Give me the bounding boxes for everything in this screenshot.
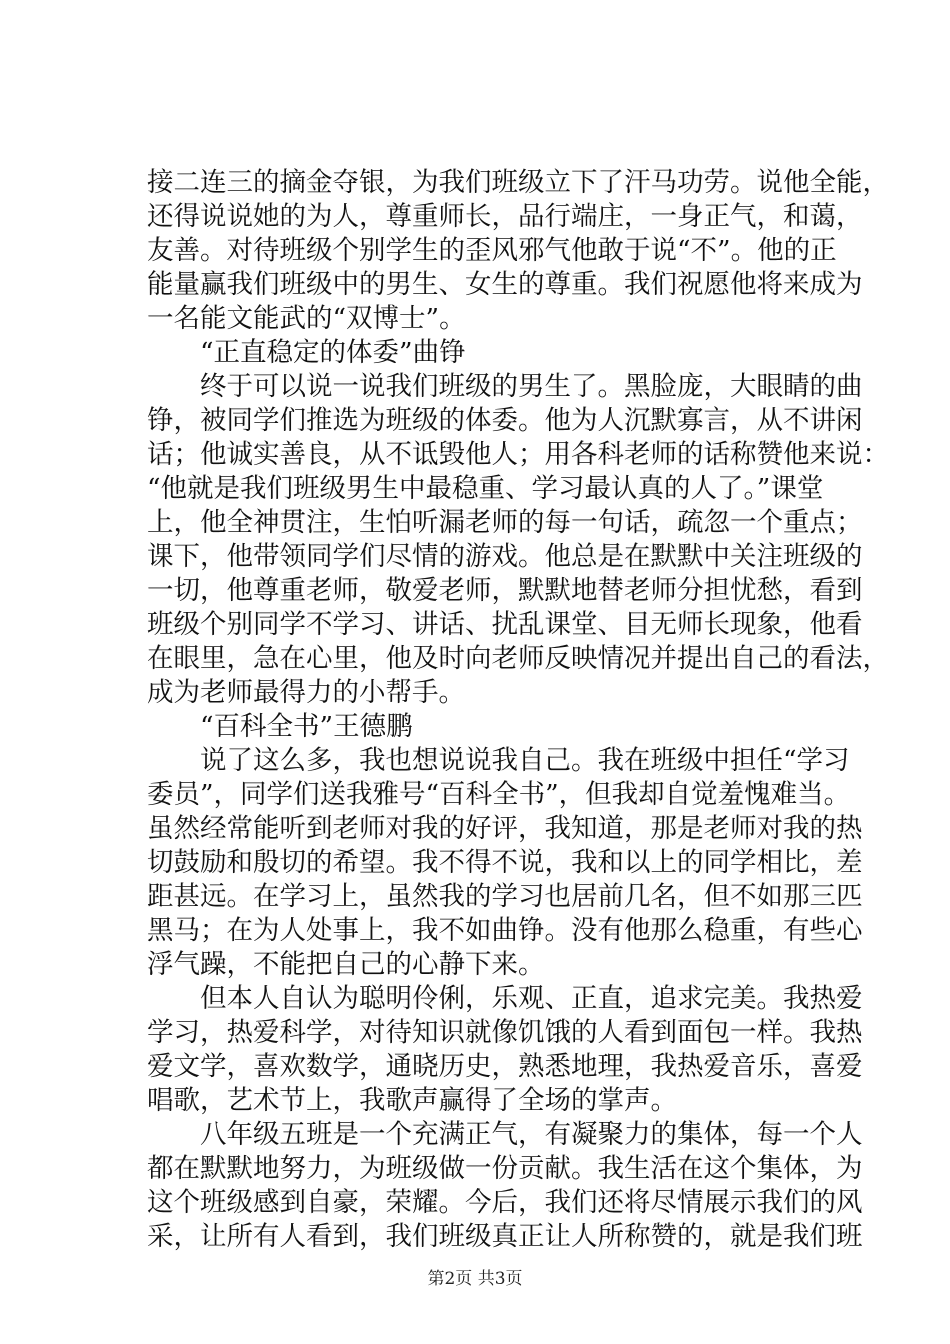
text-line: 话；他诚实善良，从不诋毁他人；用各科老师的话称赞他来说：	[147, 439, 889, 470]
text-line: 课下，他带领同学们尽情的游戏。他总是在默默中关注班级的	[147, 541, 863, 572]
text-line: 黑马；在为人处事上，我不如曲铮。没有他那么稳重，有些心	[147, 915, 863, 946]
text-line: “他就是我们班级男生中最稳重、学习最认真的人了。”课堂	[147, 473, 824, 504]
text-line: 接二连三的摘金夺银，为我们班级立下了汗马功劳。说他全能，	[147, 167, 889, 198]
text-line: 终于可以说一说我们班级的男生了。黑脸庞，大眼睛的曲	[200, 371, 863, 402]
text-line: 采，让所有人看到，我们班级真正让人所称赞的，就是我们班	[147, 1221, 863, 1252]
text-line: 学习，热爱科学，对待知识就像饥饿的人看到面包一样。我热	[147, 1017, 863, 1048]
text-line: 唱歌，艺术节上，我歌声赢得了全场的掌声。	[147, 1085, 677, 1116]
text-line: 在眼里，急在心里，他及时向老师反映情况并提出自己的看法，	[147, 643, 889, 674]
body-text	[147, 166, 889, 1254]
text-line: “正直稳定的体委”曲铮	[200, 337, 466, 368]
text-line: 还得说说她的为人，尊重师长，品行端庄，一身正气，和蔼，	[147, 201, 863, 232]
text-line: 一名能文能武的“双博士”。	[147, 303, 466, 334]
text-line: 爱文学，喜欢数学，通晓历史，熟悉地理，我热爱音乐，喜爱	[147, 1051, 863, 1082]
text-line: 距甚远。在学习上，虽然我的学习也居前几名，但不如那三匹	[147, 881, 863, 912]
text-line: 班级个别同学不学习、讲话、扰乱课堂、目无师长现象，他看	[147, 609, 863, 640]
text-line: 八年级五班是一个充满正气，有凝聚力的集体，每一个人	[200, 1119, 863, 1150]
text-line: 都在默默地努力，为班级做一份贡献。我生活在这个集体，为	[147, 1153, 863, 1184]
text-line: 说了这么多，我也想说说我自己。我在班级中担任“学习	[200, 745, 850, 776]
text-line: 一切，他尊重老师，敬爱老师，默默地替老师分担忧愁，看到	[147, 575, 863, 606]
page-number-footer: 第2页 共3页	[427, 1269, 523, 1289]
text-line: 能量赢我们班级中的男生、女生的尊重。我们祝愿他将来成为	[147, 269, 863, 300]
text-line: 成为老师最得力的小帮手。	[147, 677, 465, 708]
text-line: 切鼓励和殷切的希望。我不得不说，我和以上的同学相比，差	[147, 847, 863, 878]
text-line: 这个班级感到自豪，荣耀。今后，我们还将尽情展示我们的风	[147, 1187, 863, 1218]
text-line: 虽然经常能听到老师对我的好评，我知道，那是老师对我的热	[147, 813, 863, 844]
text-line: 友善。对待班级个别学生的歪风邪气他敢于说“不”。他的正	[147, 235, 837, 266]
text-line: “百科全书”王德鹏	[200, 711, 413, 742]
text-line: 但本人自认为聪明伶俐，乐观、正直，追求完美。我热爱	[200, 983, 863, 1014]
text-line: 委员”，同学们送我雅号“百科全书”，但我却自觉羞愧难当。	[147, 779, 851, 810]
text-line: 上，他全神贯注，生怕听漏老师的每一句话，疏忽一个重点；	[147, 507, 863, 538]
text-line: 浮气躁，不能把自己的心静下来。	[147, 949, 545, 980]
text-line: 铮，被同学们推选为班级的体委。他为人沉默寡言，从不讲闲	[147, 405, 863, 436]
